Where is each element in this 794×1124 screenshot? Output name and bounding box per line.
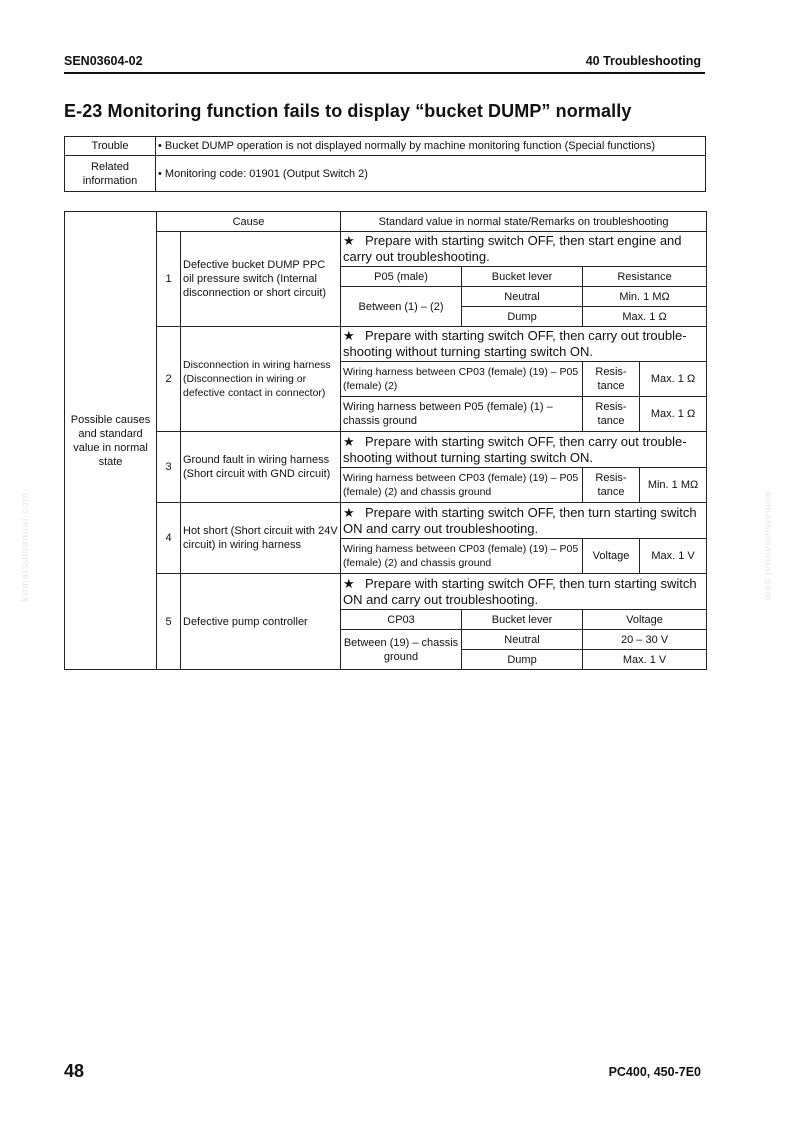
standard-value: Max. 1 V (640, 539, 707, 574)
harness-check: Wiring harness between CP03 (female) (19) – P05 (female) (2) and chassis ground (341, 539, 583, 574)
measure-item: Voltage (583, 539, 640, 574)
cause-description: Disconnection in wiring harness (Disconnection in wiring or defective contact in connector) (181, 327, 341, 432)
measure-item: Resis-tance (583, 468, 640, 503)
standard-value: 20 – 30 V (583, 630, 707, 650)
measure-item: Resis-tance (583, 362, 640, 397)
star-icon: ★ (343, 233, 355, 248)
doc-code: SEN03604-02 (64, 54, 143, 68)
page-title: E-23 Monitoring function fails to display “bucket DUMP” normally (64, 101, 632, 121)
harness-check: Wiring harness between CP03 (female) (19) – P05 (female) (2) (341, 362, 583, 397)
lever-state: Neutral (462, 630, 583, 650)
header-rule (64, 72, 705, 74)
measure-point: Between (1) – (2) (341, 287, 462, 327)
table-header-cell: CP03 (341, 610, 462, 630)
cause-table (64, 211, 707, 670)
table-header-cell: Bucket lever (462, 610, 583, 630)
col-cause-header: Cause (157, 212, 341, 232)
remark-note: ★ Prepare with starting switch OFF, then carry out trouble-shooting without turning starting switch ON. (341, 432, 707, 468)
measure-item: Resis-tance (583, 397, 640, 432)
lever-state: Dump (462, 307, 583, 327)
standard-value: Max. 1 Ω (640, 397, 707, 432)
watermark-left: komatsumanual.com (20, 492, 31, 602)
measure-point: Between (19) – chassis ground (341, 630, 462, 670)
cause-description: Defective pump controller (181, 574, 341, 670)
related-text: • Monitoring code: 01901 (Output Switch 2) (156, 156, 706, 192)
trouble-text: • Bucket DUMP operation is not displayed normally by machine monitoring function (Special functions) (156, 137, 706, 156)
cause-description: Ground fault in wiring harness (Short circuit with GND circuit) (181, 432, 341, 503)
lever-state: Neutral (462, 287, 583, 307)
star-icon: ★ (343, 504, 355, 520)
watermark-right: komatsumanual.com (762, 492, 773, 602)
remark-note: ★ Prepare with starting switch OFF, then turn starting switch ON and carry out troubleshooting. (341, 503, 707, 539)
model-name: PC400, 450-7E0 (608, 1065, 701, 1079)
cause-number: 3 (157, 432, 181, 503)
remark-note: ★ Prepare with starting switch OFF, then start engine and carry out troubleshooting. (341, 232, 707, 267)
left-label: Possible causes and standard value in normal state (65, 212, 157, 670)
related-label: Related information (65, 156, 156, 192)
table-header-cell: Bucket lever (462, 267, 583, 287)
table-header-cell: P05 (male) (341, 267, 462, 287)
remark-note: ★ Prepare with starting switch OFF, then turn starting switch ON and carry out troubleshooting. (341, 574, 707, 610)
standard-value: Max. 1 Ω (583, 307, 707, 327)
cause-description: Defective bucket DUMP PPC oil pressure switch (Internal disconnection or short circuit) (181, 232, 341, 327)
cause-description: Hot short (Short circuit with 24V circuit) in wiring harness (181, 503, 341, 574)
table-header-cell: Voltage (583, 610, 707, 630)
star-icon: ★ (343, 328, 355, 343)
cause-number: 1 (157, 232, 181, 327)
cause-number: 2 (157, 327, 181, 432)
page-number: 48 (64, 1061, 85, 1081)
trouble-label: Trouble (65, 137, 156, 156)
lever-state: Dump (462, 650, 583, 670)
star-icon: ★ (343, 433, 355, 449)
standard-value: Min. 1 MΩ (640, 468, 707, 503)
standard-value: Max. 1 V (583, 650, 707, 670)
harness-check: Wiring harness between CP03 (female) (19) – P05 (female) (2) and chassis ground (341, 468, 583, 503)
cause-number: 5 (157, 574, 181, 670)
table-header-cell: Resistance (583, 267, 707, 287)
standard-value: Max. 1 Ω (640, 362, 707, 397)
cause-number: 4 (157, 503, 181, 574)
standard-value: Min. 1 MΩ (583, 287, 707, 307)
section-title: 40 Troubleshooting (585, 54, 701, 68)
col-standard-header: Standard value in normal state/Remarks on troubleshooting (341, 212, 707, 232)
harness-check: Wiring harness between P05 (female) (1) – chassis ground (341, 397, 583, 432)
info-table (64, 136, 706, 192)
remark-note: ★ Prepare with starting switch OFF, then carry out trouble-shooting without turning starting switch ON. (341, 327, 707, 362)
star-icon: ★ (343, 575, 355, 591)
